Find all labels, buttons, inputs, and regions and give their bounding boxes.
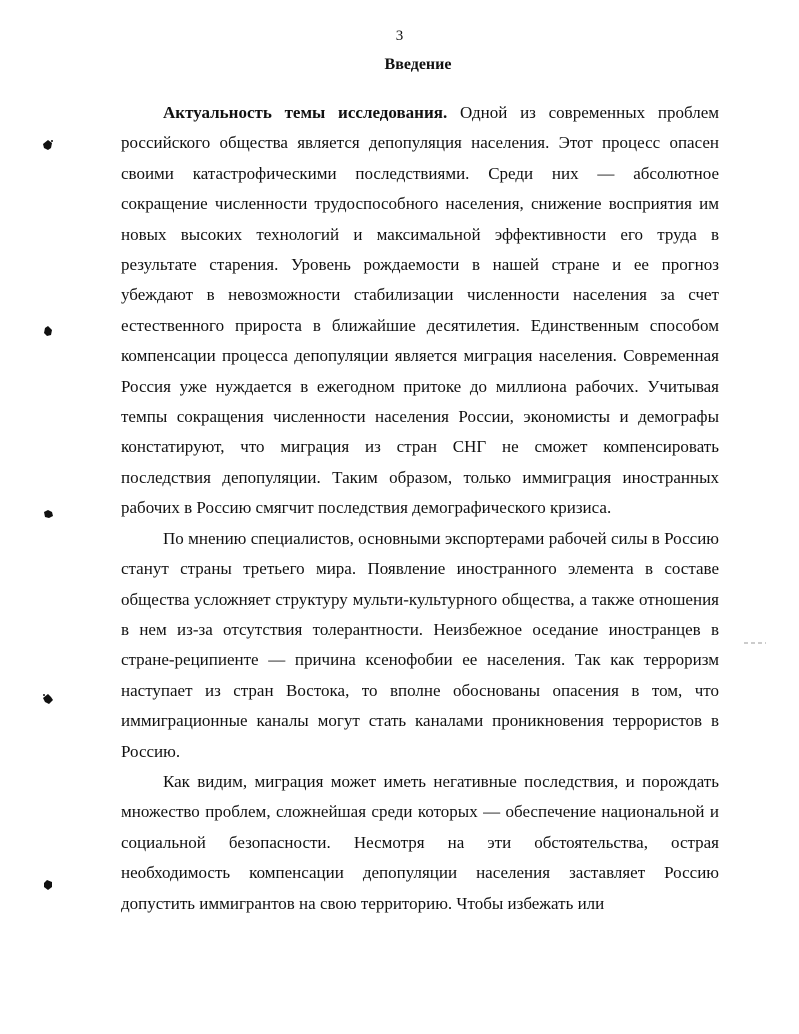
page-number: 3 — [395, 28, 404, 44]
scan-blot-icon — [42, 139, 54, 151]
scan-line-mark — [744, 631, 766, 633]
scan-blot-icon — [42, 508, 54, 520]
paragraph-1 — [121, 98, 719, 524]
paragraph-3: Как видим, миграция может иметь негативные последствия, и порождать множество проблем, сложнейшая среди которых — обеспечение национальной и социальной безопасности. Несмотря на эти обстоятельства, острая необходимость компенсации депопуляции населения заставляет Россию допустить иммигрантов на свою территорию. Чтобы избежать или — [121, 771, 719, 913]
document-body — [121, 98, 719, 919]
scan-blot-icon — [42, 693, 54, 705]
scan-blot-icon — [42, 879, 54, 891]
page-title: Введение — [384, 56, 452, 73]
scan-blot-icon — [42, 325, 54, 337]
paragraph-1-lead: Актуальность темы исследования. — [163, 103, 448, 122]
paragraph-2: По мнению специалистов, основными экспортерами рабочей силы в Россию станут страны третьего мира. Появление иностранного элемента в составе общества усложняет структуру мульти-культурного общества, а также отношения в нем из-за отсутствия толерантности. Неизбежное оседание иностранцев в стране-реципиенте — причина ксенофобии ее населения. Так как терроризм наступает из стран Востока, то вполне обоснованы опасения в том, что иммиграционные каналы могут стать каналами проникновения террористов в Россию. — [121, 528, 719, 761]
paragraph-1-text: Одной из современных проблем российского общества является депопуляция населения. Этот процесс опасен своими катастрофическими последствиями. Среди них — абсолютное сокращение численности трудоспособного населения, снижение восприятия им новых высоких технологий и максимальной эффективности его труда в результате старения. Уровень рождаемости в нашей стране и ее прогноз убеждают в невозможности стабилизации численности населения за счет естественного прироста в ближайшие десятилетия. Единственным способом компенсации процесса депопуляции является миграция населения. Современная Россия уже нуждается в ежегодном притоке до миллиона рабочих. Учитывая темпы сокращения численности населения России, экономисты и демографы констатируют, что миграция из стран СНГ не сможет компенсировать последствия депопуляции. Таким образом, только иммиграция иностранных рабочих в Россию смягчит последствия демографического кризиса. — [121, 103, 720, 518]
